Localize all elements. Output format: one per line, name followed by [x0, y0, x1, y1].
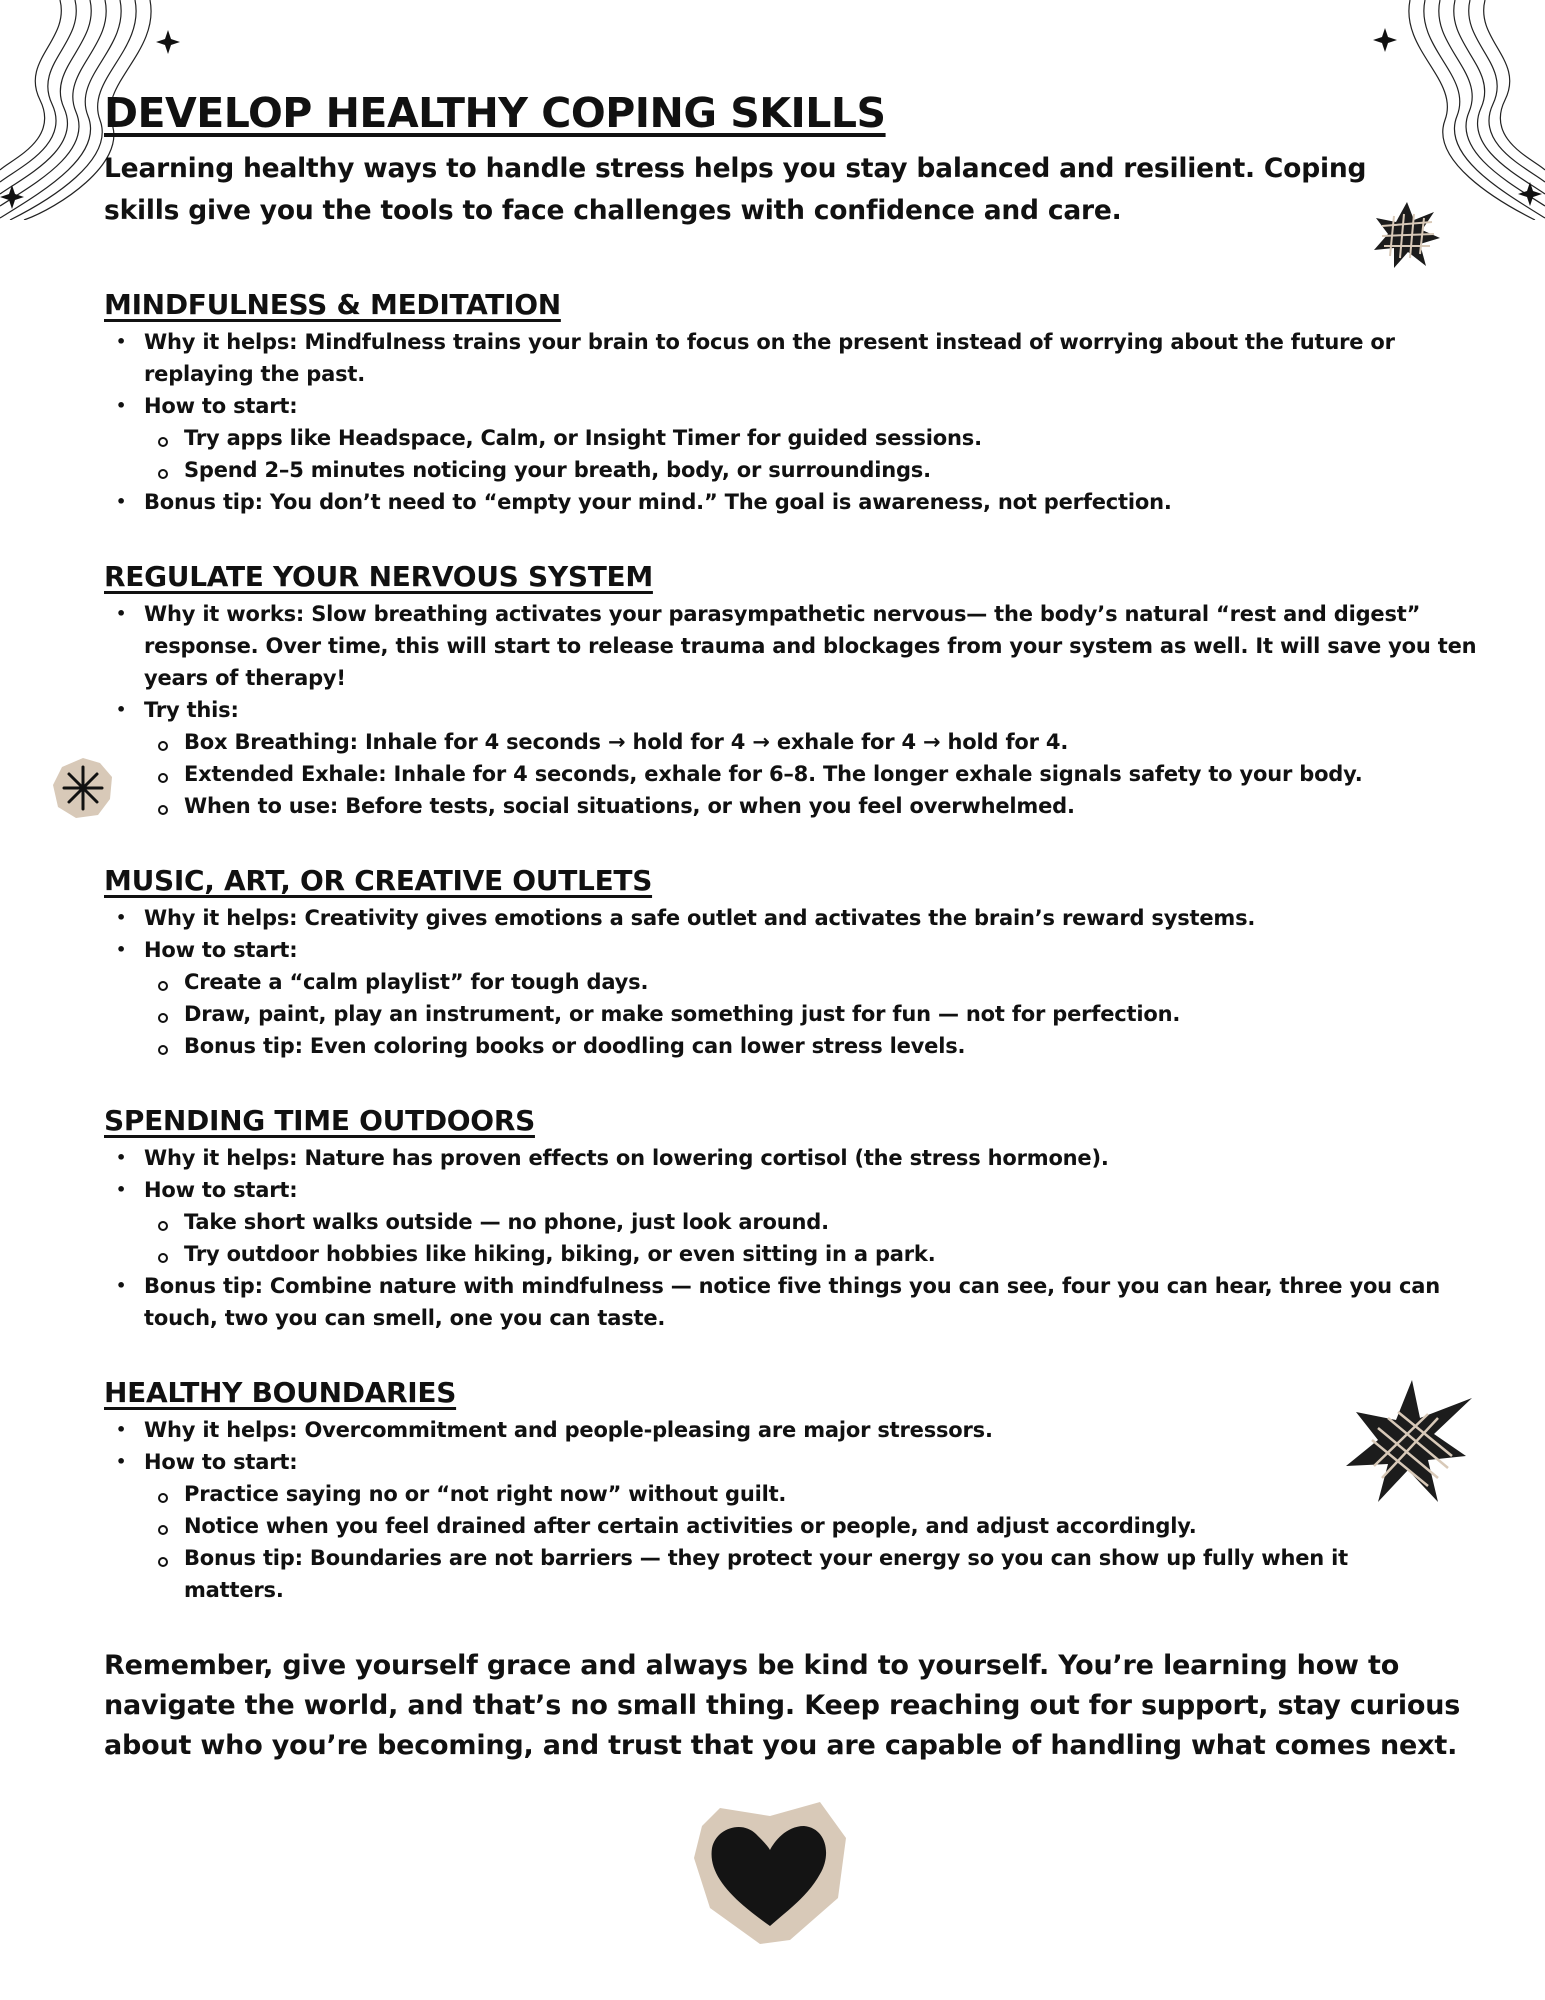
closing-paragraph: Remember, give yourself grace and always be kind to yourself. You’re learning how to navigate the world, and that’s no small thing. Keep reaching out for support, stay curious about who you’re becoming, and trust that you are capable of handling what comes next.	[104, 1650, 1461, 1761]
sub-bullet-list	[144, 726, 1484, 822]
list-item: • Bonus tip: You don’t need to “empty your mind.” The goal is awareness, not perfection.	[104, 486, 1484, 518]
list-item-label: How to start:	[144, 938, 298, 962]
heart-scribble-icon	[690, 1798, 850, 1948]
list-item: • Why it works: Slow breathing activates your parasympathetic nervous— the body’s natural “rest and digest” response. Over time, this will start to release trauma and blockages from your system as well. It will save you ten years of therapy!	[104, 598, 1484, 694]
sub-list-item: When to use: Before tests, social situations, or when you feel overwhelmed.	[144, 790, 1484, 822]
section-title: HEALTHY BOUNDARIES	[104, 1376, 457, 1409]
sub-list-item: Practice saying no or “not right now” without guilt.	[144, 1478, 1424, 1510]
sub-list-item: Bonus tip: Boundaries are not barriers — they protect your energy so you can show up fully when it matters.	[144, 1542, 1404, 1606]
list-item-label: How to start:	[144, 394, 298, 418]
list-item-label: How to start:	[144, 1450, 298, 1474]
sub-bullet-list	[144, 1206, 1484, 1270]
page-title: DEVELOP HEALTHY COPING SKILLS	[104, 89, 886, 137]
section-nervous-system	[104, 560, 1484, 822]
list-item: • Why it helps: Overcommitment and people-pleasing are major stressors.	[104, 1414, 1424, 1446]
list-item	[104, 390, 1484, 486]
sub-list-item: Take short walks outside — no phone, just look around.	[144, 1206, 1484, 1238]
list-item	[104, 934, 1484, 1062]
section-outdoors	[104, 1104, 1484, 1334]
list-item: • Bonus tip: Combine nature with mindfulness — notice five things you can see, four you can hear, three you can touch, two you can smell, one you can taste.	[104, 1270, 1484, 1334]
list-item	[104, 1174, 1484, 1270]
section-mindfulness	[104, 288, 1484, 518]
bullet-list	[104, 598, 1484, 822]
sub-list-item: Box Breathing: Inhale for 4 seconds → hold for 4 → exhale for 4 → hold for 4.	[144, 726, 1484, 758]
sub-list-item: Extended Exhale: Inhale for 4 seconds, exhale for 6–8. The longer exhale signals safety to your body.	[144, 758, 1484, 790]
section-creative-outlets	[104, 864, 1484, 1062]
section-title: SPENDING TIME OUTDOORS	[104, 1104, 535, 1137]
sub-list-item: Try outdoor hobbies like hiking, biking, or even sitting in a park.	[144, 1238, 1484, 1270]
sub-list-item: Create a “calm playlist” for tough days.	[144, 966, 1484, 998]
list-item-label: Try this:	[144, 698, 239, 722]
sub-list-item: Notice when you feel drained after certain activities or people, and adjust accordingly.	[144, 1510, 1424, 1542]
sub-list-item: Try apps like Headspace, Calm, or Insight Timer for guided sessions.	[144, 422, 1484, 454]
sub-bullet-list	[144, 422, 1484, 486]
section-title: REGULATE YOUR NERVOUS SYSTEM	[104, 560, 653, 593]
intro-paragraph: Learning healthy ways to handle stress helps you stay balanced and resilient. Coping skills give you the tools to face challenges with confidence and care.	[104, 153, 1367, 226]
list-item	[104, 694, 1484, 822]
sub-bullet-list	[144, 966, 1484, 1062]
section-title: MUSIC, ART, OR CREATIVE OUTLETS	[104, 864, 653, 897]
section-title: MINDFULNESS & MEDITATION	[104, 288, 561, 321]
list-item: • Why it helps: Nature has proven effects on lowering cortisol (the stress hormone).	[104, 1142, 1484, 1174]
sub-bullet-list	[144, 1478, 1424, 1606]
bullet-list	[104, 326, 1484, 518]
list-item: • Why it helps: Mindfulness trains your brain to focus on the present instead of worrying about the future or replaying the past.	[104, 326, 1484, 390]
sub-list-item: Spend 2–5 minutes noticing your breath, body, or surroundings.	[144, 454, 1484, 486]
list-item	[104, 1446, 1424, 1606]
bullet-list	[104, 1414, 1424, 1606]
sub-list-item: Bonus tip: Even coloring books or doodling can lower stress levels.	[144, 1030, 1484, 1062]
sub-list-item: Draw, paint, play an instrument, or make something just for fun — not for perfection.	[144, 998, 1484, 1030]
section-boundaries	[104, 1376, 1484, 1606]
list-item: • Why it helps: Creativity gives emotions a safe outlet and activates the brain’s reward systems.	[104, 902, 1484, 934]
bullet-list	[104, 1142, 1484, 1334]
document-content	[104, 86, 1484, 1793]
bullet-list	[104, 902, 1484, 1062]
list-item-label: How to start:	[144, 1178, 298, 1202]
